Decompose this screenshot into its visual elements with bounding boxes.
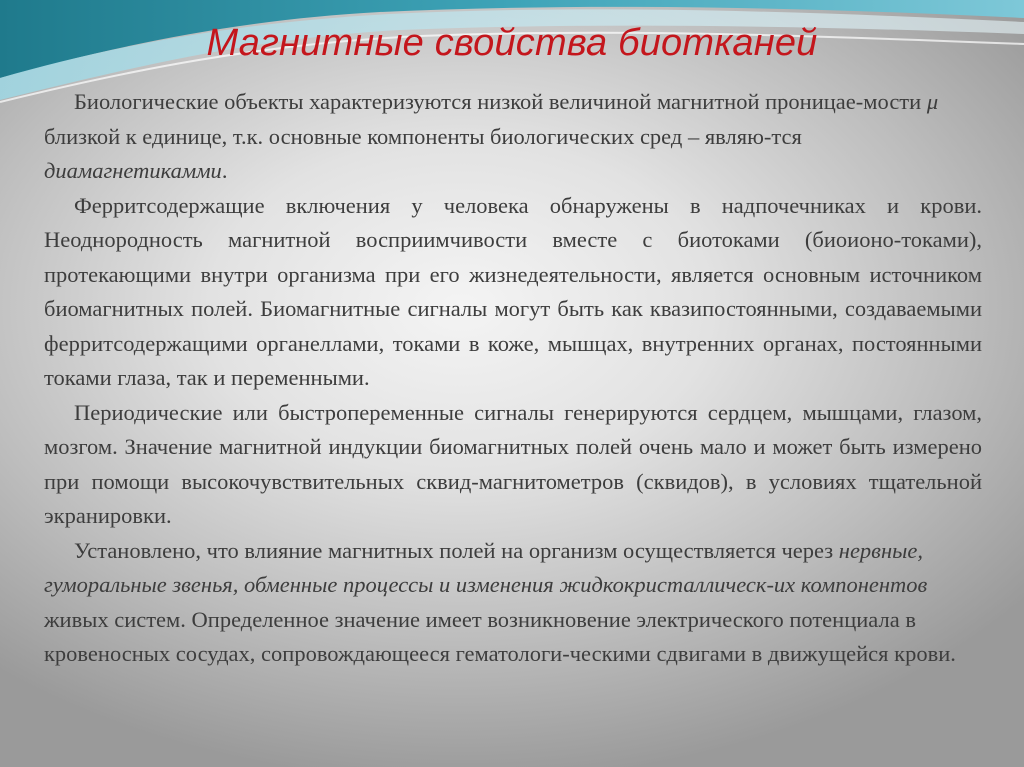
paragraph-2 bbox=[44, 189, 982, 396]
slide-title: Магнитные свойства биотканей bbox=[206, 22, 818, 64]
text-segment: близкой к единице, т.к. основные компоненты биологических сред – являю-тся bbox=[44, 123, 802, 149]
paragraph-1 bbox=[44, 85, 982, 189]
paragraph-3 bbox=[44, 396, 982, 534]
slide-body bbox=[44, 85, 982, 672]
text-segment: живых систем. Определенное значение имеет возникновение электрического потенциала в кровеносных сосудах, сопровождающееся гематологи-ческими сдвигами в движущейся крови. bbox=[44, 606, 956, 666]
mu-symbol: μ bbox=[926, 89, 939, 114]
text-segment: Установлено, что влияние магнитных полей на организм осуществляется через bbox=[74, 537, 839, 563]
paragraph-4 bbox=[44, 534, 982, 672]
text-segment: Ферритсодержащие включения у человека обнаружены в надпочечниках и крови. Неоднородность магнитной восприимчивости вместе с биотоками (биоионо-токами), протекающими внутри организма при его жизнедеятельности, является основным источником биомагнитных полей. Биомагнитные сигналы могут быть как квазипостоянными, создаваемыми ферритсодержащими органеллами, токами в коже, мышцах, внутренних органах, постоянными токами глаза, так и переменными. bbox=[44, 192, 982, 390]
text-segment: Периодические или быстропеременные сигналы генерируются сердцем, мышцами, глазом, мозгом. Значение магнитной индукции биомагнитных полей очень мало и может быть измерено при помощи высокочувствительных сквид-магнитометров (сквидов), в условиях тщательной экранировки. bbox=[44, 399, 982, 528]
text-segment: . bbox=[221, 158, 228, 183]
emphasis-term: диамагнетикамми bbox=[44, 158, 222, 183]
text-segment: Биологические объекты характеризуются низкой величиной магнитной проницае-мости bbox=[74, 89, 927, 114]
emphasis-term: нервные, гуморальные звенья, обменные процессы и изменения жидкокристаллическ-их компонентов bbox=[44, 537, 928, 597]
